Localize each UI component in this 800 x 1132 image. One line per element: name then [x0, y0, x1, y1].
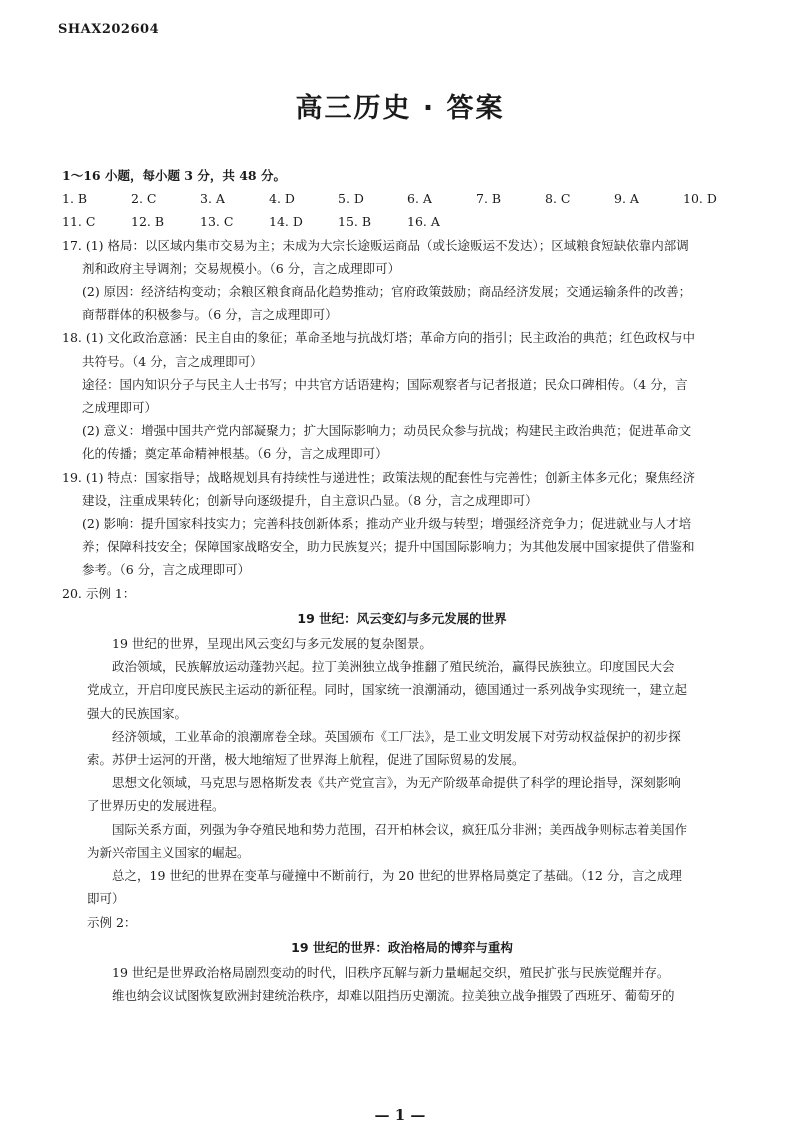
- text-line: 了世界历史的发展进程。: [87, 798, 225, 814]
- text-line: 建设，注重成果转化；创新导向逐级提升，自主意识凸显。（8 分，言之成理即可）: [82, 492, 538, 508]
- mc-answer: 9. A: [614, 191, 639, 207]
- text-line: 共符号。（4 分，言之成理即可）: [82, 353, 263, 369]
- text-line: 参考。（6 分，言之成理即可）: [82, 562, 251, 578]
- text-line: 化的传播；奠定革命精神根基。（6 分，言之成理即可）: [82, 446, 388, 462]
- mc-answer: 16. A: [407, 214, 440, 230]
- mc-answer: 8. C: [545, 191, 571, 207]
- mc-answer: 7. B: [476, 191, 502, 207]
- mc-answer: 4. D: [269, 191, 295, 207]
- mc-answer: 11. C: [62, 214, 96, 230]
- text-line: 养；保障科技安全；保障国家战略安全，助力民族复兴；提升中国国际影响力；为其他发展中国家提供了借鉴和: [82, 539, 695, 555]
- text-line: 之成理即可）: [82, 400, 158, 416]
- text-line: 政治领域，民族解放运动蓬勃兴起。拉丁美洲独立战争推翻了殖民统治，赢得民族独立。印度国民大会: [112, 659, 675, 675]
- text-line: 索。苏伊士运河的开凿，极大地缩短了世界海上航程，促进了国际贸易的发展。: [87, 752, 525, 768]
- text-line: 途径：国内知识分子与民主人士书写；中共官方话语建构；国际观察者与记者报道；民众口碑相传。（4 分，言: [82, 376, 688, 392]
- text-line: 维也纳会议试图恢复欧洲封建统治秩序，却难以阻挡历史潮流。拉美独立战争摧毁了西班牙、葡萄牙的: [112, 988, 675, 1004]
- essay-subtitle: 19 世纪：风云变幻与多元发展的世界: [297, 610, 507, 626]
- answer-text-body: [62, 234, 742, 1008]
- text-line: 党成立，开启印度民族民主运动的新征程。同时，国家统一浪潮涌动，德国通过一系列战争实现统一，建立起: [87, 682, 688, 698]
- text-line: (2) 意义：增强中国共产党内部凝聚力；扩大国际影响力；动员民众参与抗战；构建民主政治典范；促进革命文: [82, 423, 692, 439]
- mc-answer: 13. C: [200, 214, 234, 230]
- mc-answer-row-1: [62, 187, 742, 210]
- text-line: 强大的民族国家。: [87, 705, 188, 721]
- text-line: 20. 示例 1：: [62, 585, 136, 601]
- text-line: 为新兴帝国主义国家的崛起。: [87, 844, 250, 860]
- text-line: 示例 2：: [87, 914, 137, 930]
- text-line: 19 世纪的世界，呈现出风云变幻与多元发展的复杂图景。: [112, 636, 432, 652]
- mc-answer: 10. D: [683, 191, 717, 207]
- mc-answer: 2. C: [131, 191, 157, 207]
- text-line: 18. (1) 文化政治意涵：民主自由的象征；革命圣地与抗战灯塔；革命方向的指引；民主政治的典范；红色政权与中: [62, 330, 696, 346]
- text-line: 19 世纪是世界政治格局剧烈变动的时代，旧秩序瓦解与新力量崛起交织，殖民扩张与民族觉醒并存。: [112, 964, 670, 980]
- mc-answer: 3. A: [200, 191, 225, 207]
- mc-answer: 15. B: [338, 214, 372, 230]
- document-code: SHAX202604: [58, 22, 160, 37]
- text-line: 国际关系方面，列强为争夺殖民地和势力范围，召开柏林会议，疯狂瓜分非洲；美西战争则标志着美国作: [112, 821, 688, 837]
- essay-subtitle: 19 世纪的世界：政治格局的博弈与重构: [291, 939, 513, 955]
- text-line: 思想文化领域，马克思与恩格斯发表《共产党宣言》，为无产阶级革命提供了科学的理论指导，深刻影响: [112, 775, 681, 791]
- answer-content: [62, 164, 742, 1007]
- page-number: — 1 —: [374, 1106, 426, 1124]
- text-line: 经济领域，工业革命的浪潮席卷全球。英国颁布《工厂法》，是工业文明发展下对劳动权益保护的初步探: [112, 728, 681, 744]
- text-line: (2) 原因：经济结构变动；余粮区粮食商品化趋势推动；官府政策鼓励；商品经济发展；交通运输条件的改善；: [82, 284, 692, 300]
- text-line: (2) 影响：提升国家科技实力；完善科技创新体系；推动产业升级与转型；增强经济竞争力；促进就业与人才培: [82, 516, 692, 532]
- mc-answer: 12. B: [131, 214, 165, 230]
- text-line: 19. (1) 特点：国家指导；战略规划具有持续性与递进性；政策法规的配套性与完善性；创新主体多元化；聚焦经济: [62, 469, 696, 485]
- text-line: 即可）: [87, 891, 125, 907]
- mc-answer-row-2: [62, 210, 742, 233]
- mc-answer: 14. D: [269, 214, 303, 230]
- mc-answer: 6. A: [407, 191, 432, 207]
- text-line: 17. (1) 格局：以区域内集市交易为主；未成为大宗长途贩运商品（或长途贩运不发达）；区域粮食短缺依靠内部调: [62, 237, 689, 253]
- text-line: 商帮群体的积极参与。（6 分，言之成理即可）: [82, 307, 338, 323]
- mc-intro: 1～16 小题，每小题 3 分，共 48 分。: [62, 168, 286, 183]
- text-line: 总之，19 世纪的世界在变革与碰撞中不断前行，为 20 世纪的世界格局奠定了基础。（12 分，言之成理: [112, 868, 682, 884]
- mc-answer: 1. B: [62, 191, 88, 207]
- page-title: 高三历史 · 答案: [295, 93, 505, 124]
- mc-answer: 5. D: [338, 191, 364, 207]
- text-line: 剂和政府主导调剂；交易规模小。（6 分，言之成理即可）: [82, 260, 401, 276]
